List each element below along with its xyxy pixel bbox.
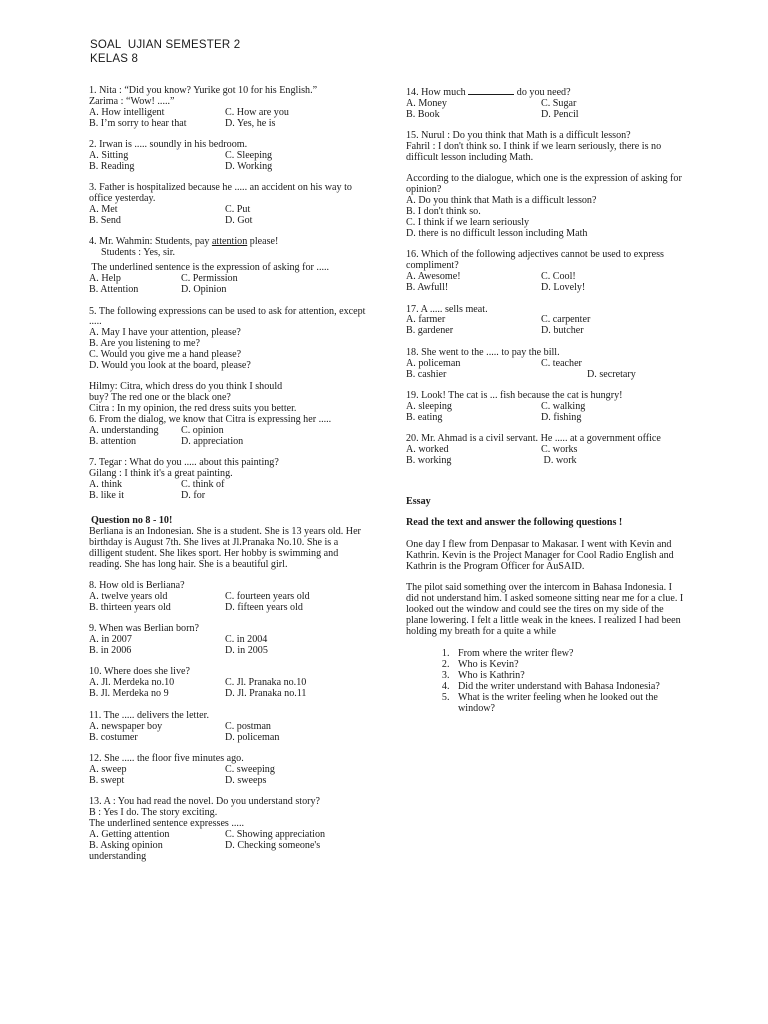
option-c: C. teacher (541, 357, 582, 369)
option-a: A. policeman (406, 357, 461, 369)
option-c: C. carpenter (541, 314, 591, 326)
question-text: 16. Which of the following adjectives cannot be used to express compliment? (406, 249, 664, 272)
question-14 (406, 86, 684, 121)
essay-questions (406, 649, 684, 714)
option-b: B. costumer (89, 731, 138, 743)
question-text: 13. A : You had read the novel. Do you understand story? (89, 796, 321, 808)
question-19 (406, 391, 684, 424)
question-4 (89, 237, 367, 259)
question-17 (406, 305, 684, 338)
option-b: B. Attention (89, 284, 139, 296)
exam-header (90, 38, 240, 66)
dialog-line: buy? The red one or the black one? (89, 392, 231, 404)
question-18 (406, 348, 684, 381)
option-a: A. Do you think that Math is a difficult lesson? (406, 195, 597, 207)
question-text: 19. Look! The cat is ... fish because the cat is hungry! (406, 389, 623, 401)
question-6 (89, 382, 367, 447)
option-c: C. Sugar (541, 97, 577, 109)
question-text: 3. Father is hospitalized because he ..... an accident on his way to office yesterday. (89, 182, 352, 205)
option-c: C. works (541, 444, 578, 456)
answer-blank (468, 86, 514, 95)
option-c: C. think of (181, 479, 225, 491)
left-column (89, 86, 367, 873)
question-text: 10. Where does she live? (89, 666, 190, 678)
option-b: B. Awfull! (406, 282, 449, 294)
option-b: B. Reading (89, 160, 135, 172)
essay-section (406, 497, 684, 715)
question-text: According to the dialogue, which one is the expression of asking for opinion? (406, 173, 682, 196)
question-text-part: 4. Mr. Wahmin: Students, pay (89, 236, 212, 248)
option-d: D. fifteen years old (225, 601, 303, 613)
option-d: D. for (181, 490, 206, 502)
dialog-line: B : Yes I do. The story exciting. (89, 807, 218, 819)
question-text: The underlined sentence is the expression of asking for ..... (89, 262, 330, 274)
option-d: D. in 2005 (225, 645, 268, 657)
option-a: A. Money (406, 97, 447, 109)
option-d: D. Lovely! (541, 282, 586, 294)
option-b: B. Jl. Merdeka no 9 (89, 688, 169, 700)
option-d: D. Jl. Pranaka no.11 (225, 688, 307, 700)
option-b: B. Send (89, 215, 121, 227)
option-a: A. sweep (89, 763, 127, 775)
option-d: D. there is no difficult lesson including Math (406, 227, 588, 239)
question-1 (89, 86, 367, 130)
option-c: C. Sleeping (225, 150, 273, 162)
option-d: D. Pencil (541, 108, 579, 120)
essay-question: 2. Who is Kevin? (452, 660, 684, 671)
right-column (406, 86, 684, 725)
option-a: A. newspaper boy (89, 720, 163, 732)
option-a: A. in 2007 (89, 634, 132, 646)
option-c: C. in 2004 (225, 634, 268, 646)
option-b: B. in 2006 (89, 645, 132, 657)
question-15-dialog (406, 131, 684, 164)
option-b: B. Asking opinion (89, 839, 163, 851)
question-text: Zarima : “Wow! .....” (89, 95, 175, 107)
question-text: 8. How old is Berliana? (89, 580, 185, 592)
option-c: C. postman (225, 720, 271, 732)
question-text: 11. The ..... delivers the letter. (89, 709, 209, 721)
question-text-part: 14. How much (406, 87, 469, 98)
reading-passage (89, 516, 367, 571)
option-a: A. understanding (89, 425, 159, 437)
question-text: 17. A ..... sells meat. (406, 303, 488, 315)
question-text-part: please! (247, 236, 279, 248)
option-b: B. Are you listening to me? (89, 338, 201, 350)
option-a: A. think (89, 479, 123, 491)
option-b: B. swept (89, 774, 125, 786)
essay-question: 5. What is the writer feeling when he looked out the window? (452, 693, 684, 715)
exam-title: SOAL UJIAN SEMESTER 2 (90, 39, 241, 51)
option-b: B. cashier (406, 368, 447, 380)
option-b: B. eating (406, 411, 443, 423)
question-text: 12. She ..... the floor five minutes ago. (89, 752, 244, 764)
question-10 (89, 667, 367, 700)
question-20 (406, 434, 684, 467)
option-c: C. fourteen years old (225, 590, 310, 602)
essay-question: 4. Did the writer understand with Bahasa Indonesia? (452, 682, 684, 693)
question-8 (89, 581, 367, 614)
option-d: D. policeman (225, 731, 280, 743)
option-b: B. like it (89, 490, 125, 502)
dialog-line: Gilang : I think it's a great painting. (89, 468, 233, 480)
essay-instruction: Read the text and answer the following questions ! (406, 517, 623, 529)
option-a: A. May I have your attention, please? (89, 327, 241, 339)
dialog-line: Citra : In my opinion, the red dress suits you better. (89, 403, 297, 415)
question-9 (89, 624, 367, 657)
question-text: 1. Nita : “Did you know? Yurike got 10 for his English.” (89, 85, 318, 96)
option-a: A. farmer (406, 314, 446, 326)
option-d: D. Checking someone's (225, 839, 321, 851)
question-text: 6. From the dialog, we know that Citra is expressing her ..... (89, 414, 332, 426)
option-c: C. Would you give me a hand please? (89, 349, 242, 361)
question-text: 18. She went to the ..... to pay the bill. (406, 346, 560, 358)
question-12 (89, 754, 367, 787)
question-4-prompt (89, 263, 367, 296)
question-13 (89, 797, 367, 862)
option-d: D. Opinion (181, 284, 227, 296)
option-d: D. work (541, 454, 577, 466)
option-c: C. opinion (181, 425, 224, 437)
essay-question: 3. Who is Kathrin? (452, 671, 684, 682)
dialog-line: Hilmy: Citra, which dress do you think I should (89, 381, 283, 393)
essay-paragraph-1: One day I flew from Denpasar to Makasar. I went with Kevin and Kathrin. Kevin is the Project Manager for Cool Radio English and Kathrin is the Program Officer for AuSAID. (406, 538, 674, 572)
underlined-word: attention (211, 236, 248, 248)
option-a: A. Jl. Merdeka no.10 (89, 677, 175, 689)
option-a: A. Met (89, 204, 118, 216)
option-a: A. twelve years old (89, 590, 168, 602)
question-text: 7. Tegar : What do you ..... about this painting? (89, 457, 279, 469)
question-text: 9. When was Berlian born? (89, 623, 199, 635)
question-text: 5. The following expressions can be used to ask for attention, except ..... (89, 305, 366, 328)
option-d: D. secretary (587, 368, 636, 380)
passage-text: Berliana is an Indonesian. She is a student. She is 13 years old. Her birthday is August 7th. She lives at Jl.Pranaka No.10. She is a dilligent student. She likes sport. Her hobby is swimming and reading. She has long hair. She is a beautiful girl. (89, 525, 361, 570)
question-15 (406, 174, 684, 239)
question-text: 20. Mr. Ahmad is a civil servant. He ..... at a government office (406, 433, 661, 445)
option-b: B. I’m sorry to hear that (89, 117, 187, 129)
option-d: D. Would you look at the board, please? (89, 360, 251, 372)
question-2 (89, 140, 367, 173)
option-c: C. Jl. Pranaka no.10 (225, 677, 307, 689)
question-text: The underlined sentence expresses ..... (89, 817, 244, 829)
option-c: C. Put (225, 204, 251, 216)
question-text (406, 86, 684, 99)
option-b: B. working (406, 454, 452, 466)
option-d: D. Working (225, 160, 273, 172)
option-d: D. appreciation (181, 435, 244, 447)
option-b: B. Book (406, 108, 440, 120)
question-16 (406, 250, 684, 294)
option-b: B. gardener (406, 325, 454, 337)
question-3 (89, 183, 367, 227)
essay-question: 1. From where the writer flew? (452, 649, 684, 660)
question-7 (89, 458, 367, 502)
option-c: C. Permission (181, 273, 238, 285)
class-label: KELAS 8 (90, 53, 139, 65)
question-5 (89, 307, 367, 372)
option-c: C. walking (541, 400, 586, 412)
option-c: C. sweeping (225, 763, 275, 775)
question-text: 2. Irwan is ..... soundly in his bedroom. (89, 139, 248, 151)
option-d: D. sweeps (225, 774, 267, 786)
option-a: A. worked (406, 444, 449, 456)
option-b: B. attention (89, 435, 137, 447)
option-a: A. How intelligent (89, 106, 165, 118)
option-d: D. Yes, he is (225, 117, 276, 129)
option-a: A. Sitting (89, 150, 129, 162)
option-c: C. How are you (225, 106, 289, 118)
option-b: B. I don't think so. (406, 206, 481, 218)
dialog-line: Fahril : I don't think so. I think if we learn seriously, there is no difficult lesson including Math. (406, 141, 662, 164)
essay-paragraph-2: The pilot said something over the intercom in Bahasa Indonesia. I did not understand him. I asked someone sitting near me for a clue. I looked out the window and could see the tires on my side of the plane lowering. I felt a little weak in the knees. I realized I had been holding my breath for a quite a while (406, 581, 684, 637)
option-a: A. Awesome! (406, 271, 461, 283)
option-a: A. sleeping (406, 400, 452, 412)
passage-title: Question no 8 - 10! (91, 515, 173, 526)
question-text: 15. Nurul : Do you think that Math is a difficult lesson? (406, 130, 631, 142)
option-c: C. I think if we learn seriously (406, 217, 530, 229)
option-d: D. butcher (541, 325, 584, 337)
question-text-part: do you need? (514, 87, 571, 98)
option-c: C. Showing appreciation (225, 828, 326, 840)
option-d-continued: understanding (89, 850, 147, 862)
option-d: D. Got (225, 215, 253, 227)
option-a: A. Help (89, 273, 121, 285)
question-11 (89, 711, 367, 744)
option-b: B. thirteen years old (89, 601, 171, 613)
option-a: A. Getting attention (89, 828, 170, 840)
option-d: D. fishing (541, 411, 582, 423)
essay-title: Essay (406, 495, 431, 507)
dialog-line: Students : Yes, sir. (101, 247, 176, 259)
option-c: C. Cool! (541, 271, 576, 283)
